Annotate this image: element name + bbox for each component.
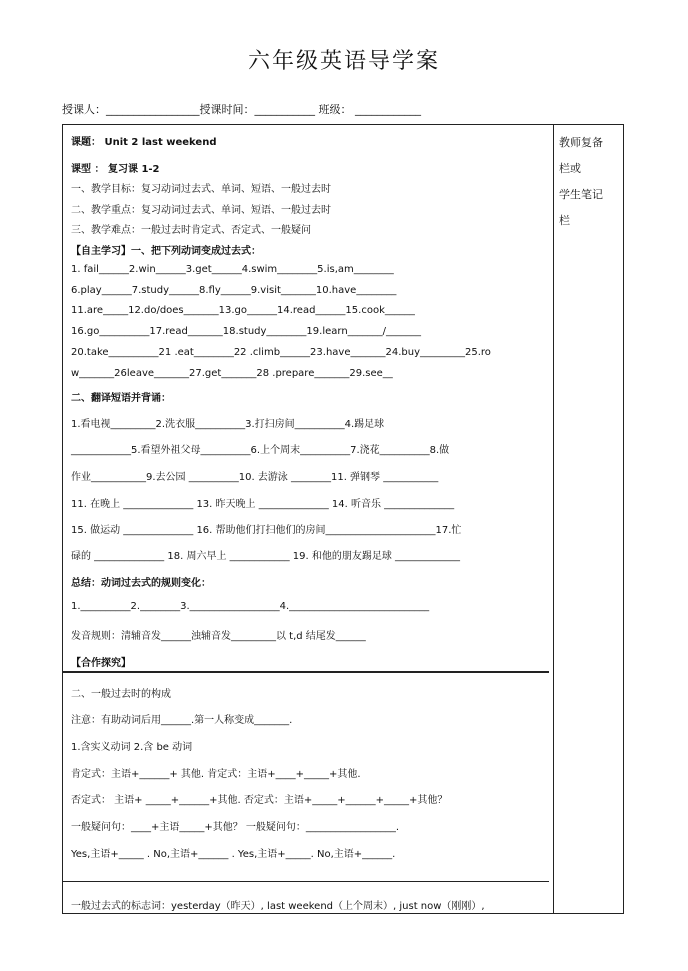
teaching-focus: 二、教学重点：复习动词过去式、单词、短语、一般过去时 — [71, 205, 331, 216]
structure-heading: 二、一般过去时的构成 — [71, 689, 171, 700]
cooperation-heading: 【合作探究】 — [71, 658, 131, 669]
exercise-line: 16.go__________17.read_______18.study________19.learn_______/_______ — [71, 326, 422, 337]
teaching-goal: 一、教学目标：复习动词过去式、单词、短语、一般过去时 — [71, 184, 331, 195]
column-divider — [553, 124, 554, 914]
signal-words-line: 一般过去式的标志词：yesterday（昨天）, last weekend（上个周末）, just now（刚刚）, — [71, 901, 485, 912]
translate-heading: 二、翻译短语并背诵： — [71, 393, 171, 404]
teacher-info-line: 授课人：_________________授课时间：___________ 班级： ____________ — [62, 103, 421, 116]
self-study-heading: 【自主学习】一、把下列动词变成过去式： — [71, 246, 261, 257]
pronunciation-rule: 发音规则：清辅音发______浊辅音发_________以 t,d 结尾发______ — [71, 631, 366, 642]
exercise-line: 1. fail______2.win______3.get______4.swim________5.is,am________ — [71, 264, 394, 275]
phrase-line: 11. 在晚上 ______________ 13. 昨天晚上 ______________ 14. 听音乐 ______________ — [71, 499, 455, 510]
side-note-column — [559, 130, 621, 234]
side-note-line: 学生笔记 — [559, 188, 603, 201]
exercise-line: w_______26leave_______27.get_______28 .prepare_______29.see__ — [71, 368, 393, 379]
lesson-topic: 课题： Unit 2 last weekend — [71, 137, 217, 148]
phrase-line: 作业___________9.去公园 __________10. 去游泳 ________11. 弹钢琴 ___________ — [71, 472, 439, 483]
exercise-line: 20.take__________21 .eat________22 .climb______23.have_______24.buy_________25.ro — [71, 347, 491, 358]
answer-line: Yes,主语+_____ . No,主语+______ . Yes,主语+_____. No,主语+______. — [71, 849, 396, 860]
negative-line: 否定式： 主语+ _____+______+其他. 否定式：主语+_____+______+_____+其他？ — [71, 795, 448, 806]
side-note-line: 栏 — [559, 214, 570, 227]
side-note-line: 栏或 — [559, 162, 581, 175]
section-rule — [63, 881, 549, 882]
phrase-line: 15. 做运动 ______________ 16. 帮助他们打扫他们的房间______________________17.忙 — [71, 525, 462, 536]
question-line: 一般疑问句：____+主语_____+其他？ 一般疑问句：__________________. — [71, 822, 400, 833]
summary-blanks: 1.__________2.________3.__________________4.____________________________ — [71, 601, 430, 612]
section-rule — [63, 671, 549, 673]
structure-note: 注意：有助动词后用______.第一人称变成_______. — [71, 715, 293, 726]
exercise-line: 6.play______7.study______8.fly______9.visit_______10.have________ — [71, 285, 397, 296]
lesson-type: 课型 ： 复习课 1-2 — [71, 164, 160, 175]
verb-type-line: 1.含实义动词 2.含 be 动词 — [71, 742, 193, 753]
exercise-line: 11.are_____12.do/does_______13.go______14.read______15.cook______ — [71, 305, 415, 316]
affirmative-line: 肯定式：主语+______+ 其他. 肯定式：主语+____+_____+其他. — [71, 769, 361, 780]
phrase-line: ____________5.看望外祖父母__________6.上个周末__________7.浇花__________8.做 — [71, 445, 450, 456]
phrase-line: 碌的 ______________ 18. 周六早上 ____________ 19. 和他的朋友踢足球 _____________ — [71, 551, 461, 562]
page-title: 六年级英语导学案 — [247, 49, 440, 74]
phrase-line: 1.看电视_________2.洗衣服__________3.打扫房间__________4.踢足球 — [71, 419, 385, 430]
summary-heading: 总结：动词过去式的规则变化： — [71, 578, 211, 589]
teaching-difficulty: 三、教学难点：一般过去时肯定式、否定式、一般疑问 — [71, 225, 311, 236]
side-note-line: 教师复备 — [559, 136, 603, 149]
